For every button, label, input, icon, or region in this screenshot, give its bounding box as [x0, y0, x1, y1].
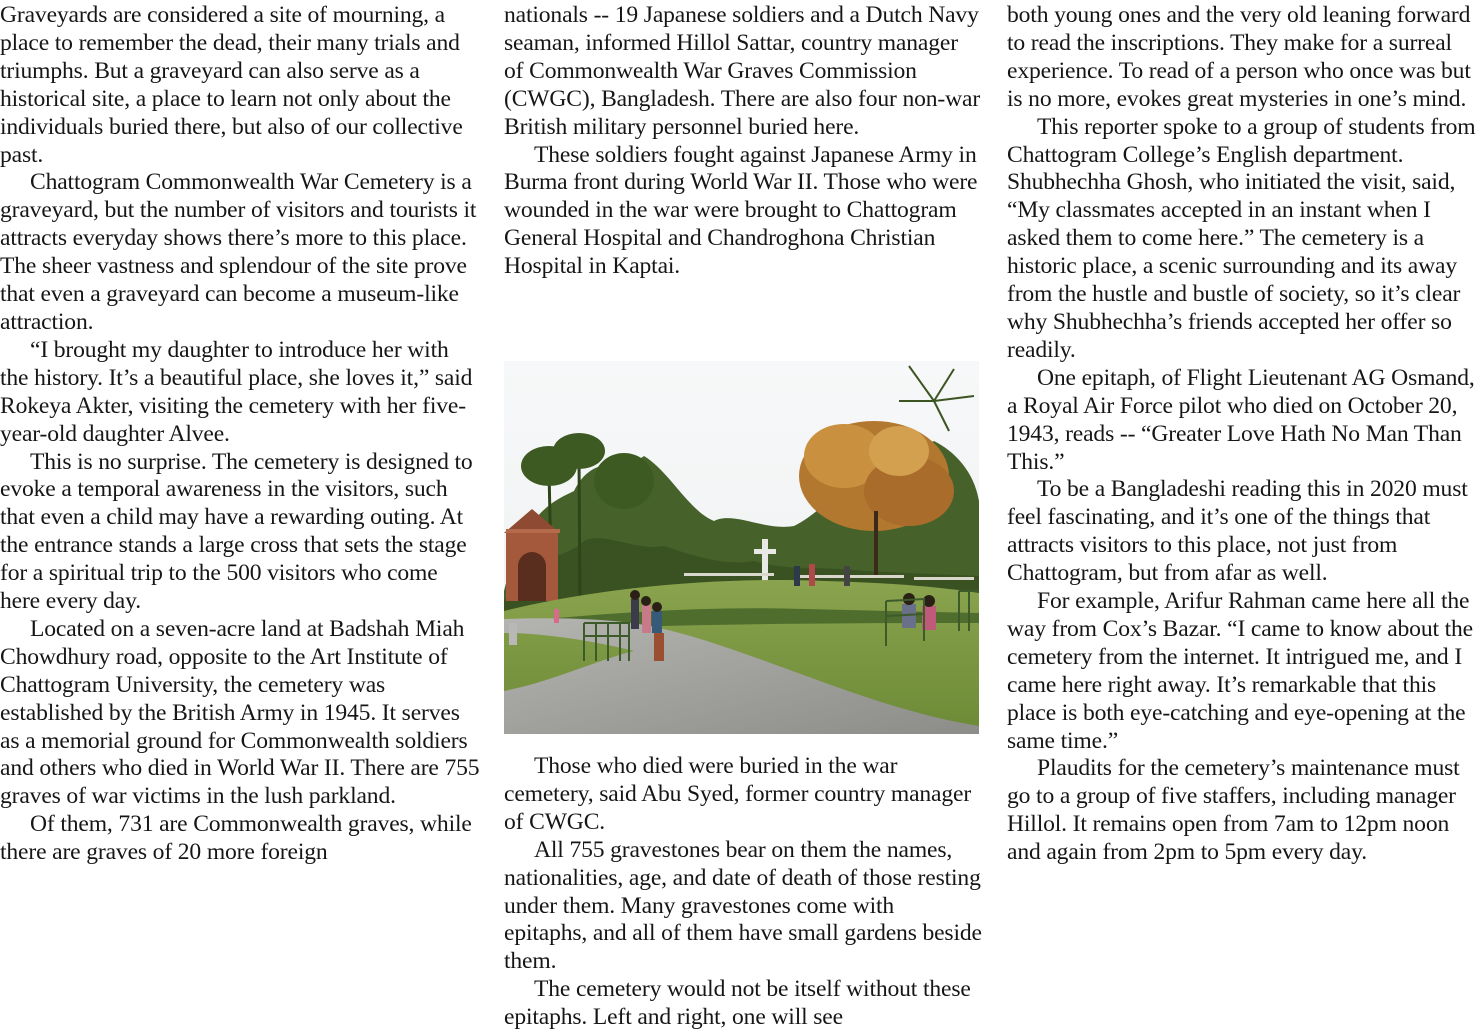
paragraph: To be a Bangladeshi reading this in 2020 must feel fascinating, and it’s one of the things that attracts visitors to this place, not just from Chattogram, but from afar as well. [1007, 476, 1468, 587]
paragraph: Those who died were buried in the war cemetery, said Abu Syed, former country manager of CWGC. [504, 753, 972, 835]
paragraph: Graveyards are considered a site of mourning, a place to remember the dead, their many trials and triumphs. But a graveyard can also serve as a historical site, a place to learn not only about the individuals buried there, but also of our collective past. [0, 2, 463, 168]
paragraph: All 755 gravestones bear on them the names, nationalities, age, and date of death of those resting under them. Many gravestones come with epitaphs, and all of them have small gardens beside them. [504, 836, 982, 975]
paragraph: both young ones and the very old leaning forward to read the inscriptions. They make for a surreal experience. To read of a person who once was but is no more, evokes great mysteries in one’s mind. [1007, 2, 1471, 112]
paragraph: This is no surprise. The cemetery is designed to evoke a temporal awareness in the visitors, such that even a child may have a rewarding outing. At the entrance stands a large cross that sets the stage for a spiritual trip to the 500 visitors who come here every day. [0, 448, 473, 615]
article-column-2 [504, 2, 982, 281]
article-column-2-lower [504, 753, 982, 1032]
paragraph: The cemetery would not be itself without these epitaphs. Left and right, one will see [504, 976, 971, 1031]
paragraph: For example, Arifur Rahman came here all the way from Cox’s Bazar. “I came to know about the cemetery from the internet. It intrigued me, and I came here right away. It’s remarkable that this place is both eye-catching and eye-opening at the same time.” [1007, 588, 1473, 754]
article-column-1 [0, 2, 482, 867]
paragraph: Located on a seven-acre land at Badshah Miah Chowdhury road, opposite to the Art Institute of Chattogram University, the cemetery was established by the British Army in 1945. It serves as a memorial ground for Commonwealth soldiers and others who died in World War II. There are 755 graves of war victims in the lush parkland. [0, 615, 480, 810]
paragraph: This reporter spoke to a group of students from Chattogram College’s English department. Shubhechha Ghosh, who initiated the visit, said, “My classmates accepted in an instant when I asked them to come here.” The cemetery is a historic place, a scenic surrounding and its away from the hustle and bustle of society, so it’s clear why Shubhechha’s friends accepted her offer so readily. [1007, 113, 1476, 363]
paragraph: nationals -- 19 Japanese soldiers and a Dutch Navy seaman, informed Hillol Sattar, country manager of Commonwealth War Graves Commission (CWGC), Bangladesh. There are also four non-war British military personnel buried here. [504, 2, 981, 140]
paragraph: Plaudits for the cemetery’s maintenance must go to a group of five staffers, including manager Hillol. It remains open from 7am to 12pm noon and again from 2pm to 5pm every day. [1007, 755, 1460, 866]
paragraph: “I brought my daughter to introduce her with the history. It’s a beautiful place, she loves it,” said Rokeya Akter, visiting the cemetery with her five-year-old daughter Alvee. [0, 336, 473, 447]
article-column-3 [1007, 2, 1483, 867]
cemetery-photo [504, 361, 979, 734]
paragraph: These soldiers fought against Japanese Army in Burma front during World War II. Those who were wounded in the war were brought to Chattogram General Hospital and Chandroghona Christian Hospital in Kaptai. [504, 141, 978, 280]
paragraph: Chattogram Commonwealth War Cemetery is a graveyard, but the number of visitors and tourists it attracts everyday shows there’s more to this place. The sheer vastness and splendour of the site prove that even a graveyard can become a museum-like attraction. [0, 169, 477, 335]
paragraph: Of them, 731 are Commonwealth graves, while there are graves of 20 more foreign [0, 811, 472, 866]
paragraph: One epitaph, of Flight Lieutenant AG Osmand, a Royal Air Force pilot who died on October 20, 1943, reads -- “Greater Love Hath No Man Than This.” [1007, 364, 1475, 475]
cemetery-park-photo-icon [504, 361, 979, 734]
